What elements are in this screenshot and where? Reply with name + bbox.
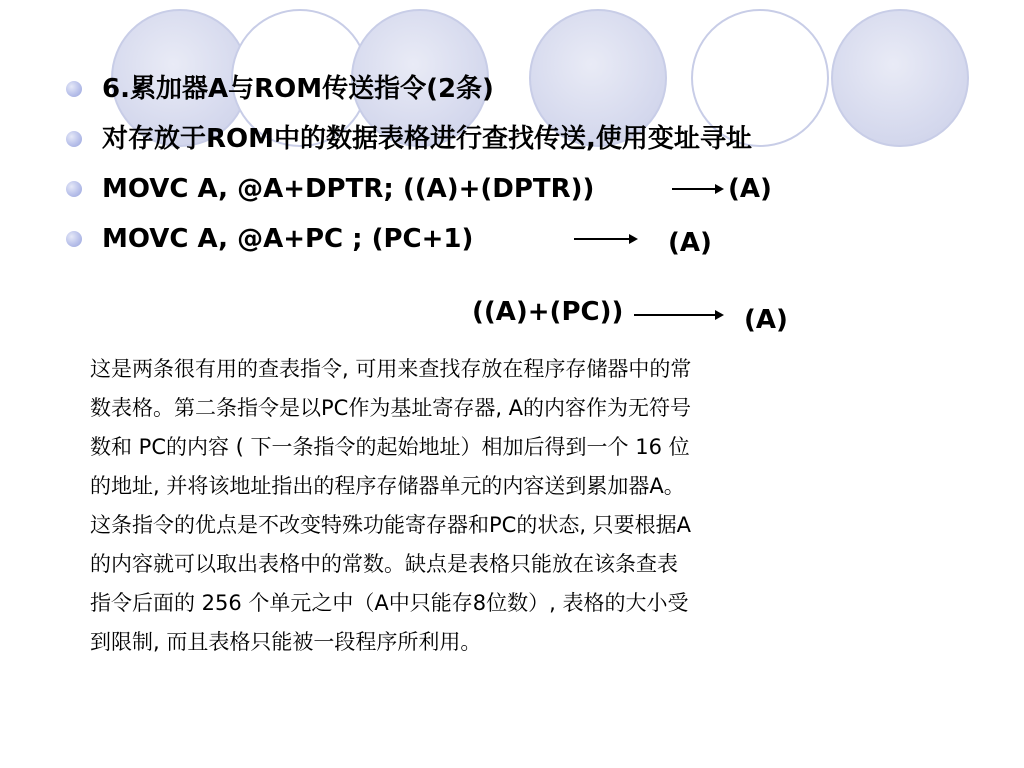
- pc-plus-one-target: (A): [668, 228, 712, 258]
- paragraph-line: 的内容就可以取出表格中的常数。缺点是表格只能放在该条查表: [90, 552, 678, 576]
- paragraph-line: 的地址, 并将该地址指出的程序存储器单元的内容送到累加器A。: [90, 474, 685, 498]
- bullet-text: 6.累加器A与ROM传送指令(2条): [102, 74, 494, 104]
- pc-target: (A): [744, 305, 788, 335]
- arrow-right-icon: [574, 238, 636, 240]
- pc-formula: ((A)+(PC)): [472, 297, 624, 327]
- bullet-list: [62, 64, 752, 264]
- bullet-icon: [66, 131, 82, 147]
- bullet-text: MOVC A, @A+DPTR; ((A)+(DPTR)): [102, 174, 595, 204]
- arrow-right-icon: [672, 188, 722, 190]
- circle-6: [832, 10, 968, 146]
- arrow-right-icon: [634, 314, 722, 316]
- bullet-icon: [66, 181, 82, 197]
- paragraph-line: 数和 PC的内容 ( 下一条指令的起始地址）相加后得到一个 16 位: [90, 435, 690, 459]
- bullet-icon: [66, 81, 82, 97]
- bullet-text: MOVC A, @A+PC ; (PC+1): [102, 224, 474, 254]
- bullet-item-description: [62, 114, 752, 164]
- bullet-icon: [66, 231, 82, 247]
- bullet-item-movc-dptr: [62, 164, 752, 214]
- paragraph-line: 这条指令的优点是不改变特殊功能寄存器和PC的状态, 只要根据A: [90, 513, 692, 537]
- paragraph-line: 指令后面的 256 个单元之中（A中只能存8位数）, 表格的大小受: [90, 591, 689, 615]
- bullet-item-movc-pc: [62, 214, 752, 264]
- explanation-paragraph: [90, 350, 920, 662]
- paragraph-line: 到限制, 而且表格只能被一段程序所利用。: [90, 630, 482, 654]
- dptr-target: (A): [728, 174, 772, 204]
- bullet-item-title: [62, 64, 752, 114]
- paragraph-line: 数表格。第二条指令是以PC作为基址寄存器, A的内容作为无符号: [90, 396, 692, 420]
- paragraph-line: 这是两条很有用的查表指令, 可用来查找存放在程序存储器中的常: [90, 357, 692, 381]
- bullet-text: 对存放于ROM中的数据表格进行查找传送,使用变址寻址: [102, 124, 752, 154]
